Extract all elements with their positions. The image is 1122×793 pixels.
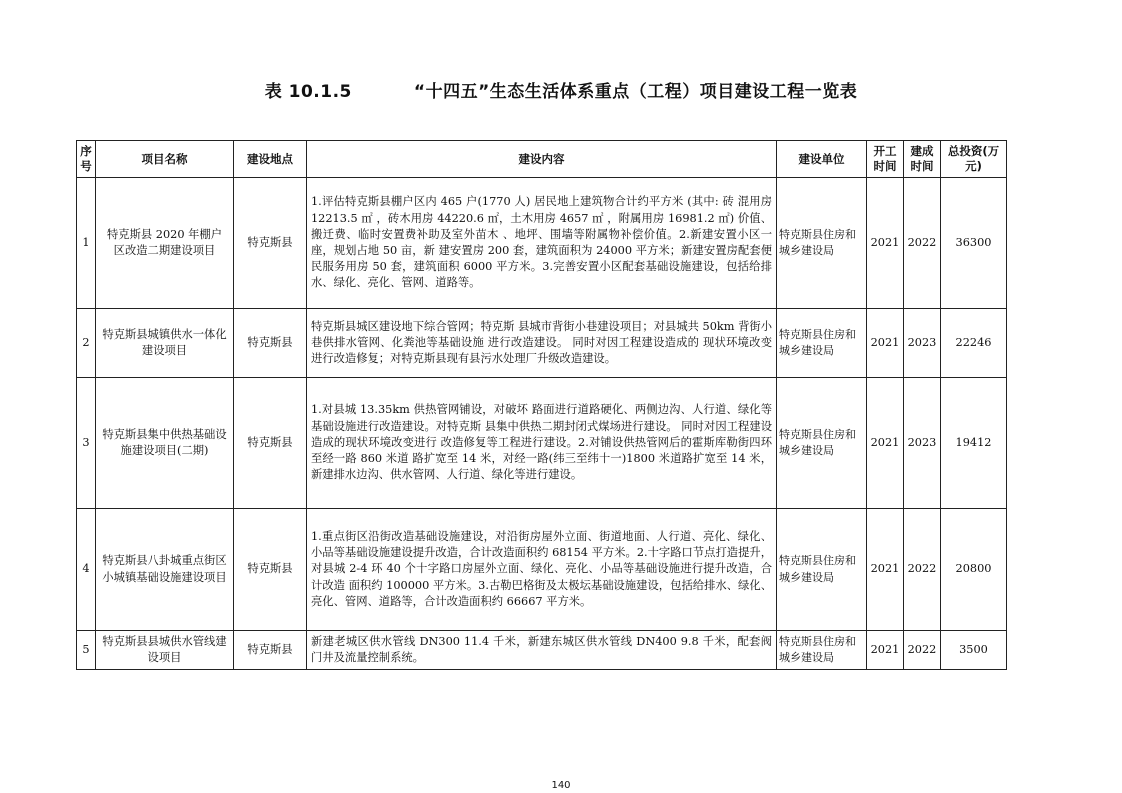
row-end: 2023 — [904, 309, 941, 378]
header-content: 建设内容 — [307, 141, 777, 178]
row-name: 特克斯县八卦城重点街区小城镇基础设施建设项目 — [96, 509, 234, 631]
row-content: 1.对县城 13.35km 供热管网铺设，对破坏 路面进行道路硬化、两侧边沟、人行道、绿化等基础设施进行改造建设。对特克斯 县集中供热二期封闭式煤场进行建设。 同时对因工程建设造成的现状环境改变进行 改造修复等工程进行建设。2.对铺设供热管网后的霍斯库勒街四环至经一路 860 米道 路扩宽至 14 米，对经一路(纬三至纬十一)1800 米道路扩宽至 14 米，新建排水边沟、供水管网、人行道、绿化等进行建设。 — [307, 378, 777, 509]
row-location: 特克斯县 — [234, 309, 307, 378]
row-name: 特克斯县城镇供水一体化建设项目 — [96, 309, 234, 378]
row-start: 2021 — [867, 631, 904, 670]
header-unit: 建设单位 — [777, 141, 867, 178]
table-row — [77, 178, 1007, 309]
header-investment: 总投资(万元) — [941, 141, 1007, 178]
row-content: 1.重点街区沿街改造基础设施建设，对沿街房屋外立面、街道地面、人行道、亮化、绿化、小品等基础设施建设提升改造，合计改造面积约 68154 平方米。2.十字路口节点打造提升，对县城 2-4 环 40 个十字路口房屋外立面、绿化、亮化、小品等基础设施进行提升改造，合计改造 面积约 100000 平方米。3.古勒巴格街及太极坛基础设施建设，包括给排水、绿化、亮化、管网、道路等，合计改造面积约 66667 平方米。 — [307, 509, 777, 631]
table-title-text: “十四五”生态生活体系重点（工程）项目建设工程一览表 — [413, 82, 858, 102]
row-location: 特克斯县 — [234, 509, 307, 631]
row-name: 特克斯县 2020 年棚户区改造二期建设项目 — [96, 178, 234, 309]
row-unit: 特克斯县住房和城乡建设局 — [777, 631, 867, 670]
header-start: 开工时间 — [867, 141, 904, 178]
table-number: 表 10.1.5 — [264, 82, 352, 102]
row-seq: 4 — [77, 509, 96, 631]
row-start: 2021 — [867, 178, 904, 309]
row-unit: 特克斯县住房和城乡建设局 — [777, 378, 867, 509]
row-end: 2022 — [904, 631, 941, 670]
table-row — [77, 378, 1007, 509]
row-seq: 5 — [77, 631, 96, 670]
row-start: 2021 — [867, 309, 904, 378]
header-row — [77, 141, 1007, 178]
row-investment: 36300 — [941, 178, 1007, 309]
table-row — [77, 509, 1007, 631]
row-seq: 1 — [77, 178, 96, 309]
row-seq: 3 — [77, 378, 96, 509]
header-location: 建设地点 — [234, 141, 307, 178]
row-end: 2022 — [904, 509, 941, 631]
header-end: 建成时间 — [904, 141, 941, 178]
row-location: 特克斯县 — [234, 178, 307, 309]
table-row — [77, 631, 1007, 670]
row-investment: 20800 — [941, 509, 1007, 631]
row-content: 新建老城区供水管线 DN300 11.4 千米，新建东城区供水管线 DN400 9.8 千米，配套阀 门井及流量控制系统。 — [307, 631, 777, 670]
row-start: 2021 — [867, 378, 904, 509]
row-name: 特克斯县县城供水管线建设项目 — [96, 631, 234, 670]
table-title — [0, 77, 1122, 102]
row-end: 2023 — [904, 378, 941, 509]
header-name: 项目名称 — [96, 141, 234, 178]
row-unit: 特克斯县住房和城乡建设局 — [777, 309, 867, 378]
row-end: 2022 — [904, 178, 941, 309]
row-seq: 2 — [77, 309, 96, 378]
row-location: 特克斯县 — [234, 631, 307, 670]
project-table — [76, 140, 1007, 670]
header-seq: 序号 — [77, 141, 96, 178]
row-content: 1.评估特克斯县棚户区内 465 户(1770 人) 居民地上建筑物合计约平方米 (其中: 砖 混用房 12213.5 ㎡ ，砖木用房 44220.6 ㎡，土木用房 4657 ㎡ ，附属用房 16981.2 ㎡) 价值、搬迁费、临时安置费补助及室外苗木 、地坪、围墙等附属物补偿价值。2.新建安置小区一座，规划占地 50 亩，新 建安置房 200 套，建筑面积为 24000 平方米；新建安置房配套便民服务用房 50 套，建筑面积 6000 平方米。3.完善安置小区配套基础设施建设，包括给排水、绿化、亮化、管网、道路等。 — [307, 178, 777, 309]
row-start: 2021 — [867, 509, 904, 631]
row-unit: 特克斯县住房和城乡建设局 — [777, 509, 867, 631]
row-unit: 特克斯县住房和城乡建设局 — [777, 178, 867, 309]
row-investment: 3500 — [941, 631, 1007, 670]
table-row — [77, 309, 1007, 378]
row-location: 特克斯县 — [234, 378, 307, 509]
row-investment: 19412 — [941, 378, 1007, 509]
row-investment: 22246 — [941, 309, 1007, 378]
row-name: 特克斯县集中供热基础设施建设项目(二期) — [96, 378, 234, 509]
row-content: 特克斯县城区建设地下综合管网；特克斯 县城市背街小巷建设项目；对县城共 50km 背街小巷供排水管网、化粪池等基础设施 进行改造建设。 同时对因工程建设造成的 现状环境改变进行改造修复；对特克斯县现有县污水处理厂升级改造建设。 — [307, 309, 777, 378]
page-number: 140 — [551, 780, 571, 791]
